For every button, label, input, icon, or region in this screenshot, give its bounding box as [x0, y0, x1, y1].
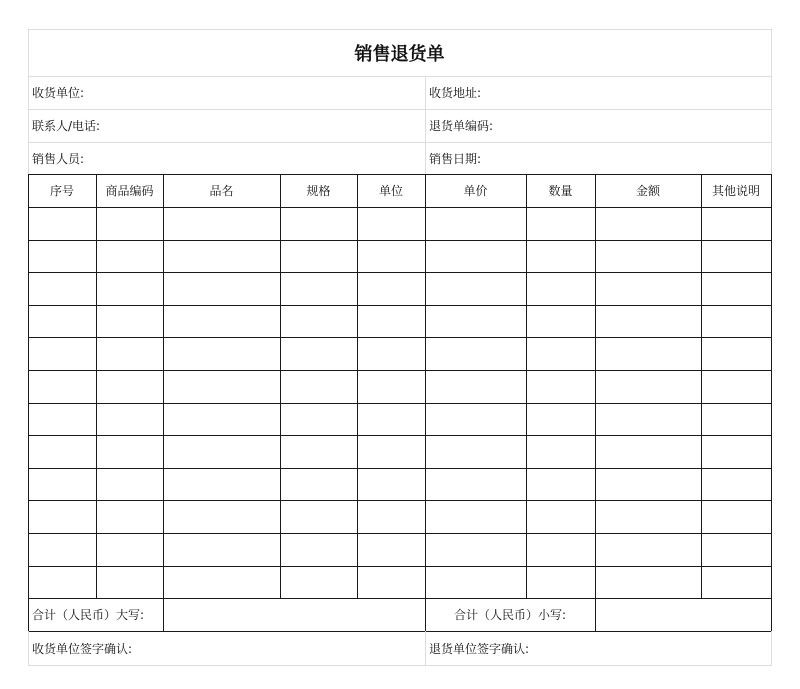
cell-unit-price[interactable]: [425, 468, 526, 501]
cell-remarks[interactable]: [701, 435, 771, 468]
cell-product-name[interactable]: [163, 533, 280, 566]
cell-quantity[interactable]: [526, 500, 595, 533]
cell-product-code[interactable]: [96, 240, 163, 273]
cell-spec[interactable]: [280, 370, 357, 403]
vertical-rule: [771, 631, 772, 665]
cell-spec[interactable]: [280, 468, 357, 501]
cell-product-code[interactable]: [96, 500, 163, 533]
cell-spec[interactable]: [280, 207, 357, 240]
cell-quantity[interactable]: [526, 435, 595, 468]
cell-remarks[interactable]: [701, 533, 771, 566]
cell-remarks[interactable]: [701, 370, 771, 403]
cell-amount[interactable]: [595, 500, 701, 533]
horizontal-rule: [28, 665, 772, 666]
cell-remarks[interactable]: [701, 337, 771, 370]
cell-spec[interactable]: [280, 272, 357, 305]
total-lowercase-label: 合计（人民币）小写:: [453, 608, 567, 623]
receiver-signature-label: 收货单位签字确认:: [32, 641, 133, 656]
cell-index[interactable]: [28, 566, 96, 599]
cell-unit-price[interactable]: [425, 500, 526, 533]
cell-product-code[interactable]: [96, 533, 163, 566]
total-uppercase-value[interactable]: [163, 598, 425, 631]
cell-unit-price[interactable]: [425, 403, 526, 436]
column-header-index: 序号: [49, 184, 74, 198]
cell-quantity[interactable]: [526, 240, 595, 273]
cell-quantity[interactable]: [526, 305, 595, 338]
cell-product-code[interactable]: [96, 435, 163, 468]
column-header-amount: 金额: [635, 184, 660, 198]
salesperson-label: 销售人员:: [32, 151, 85, 166]
cell-product-code[interactable]: [96, 337, 163, 370]
cell-product-name[interactable]: [163, 337, 280, 370]
cell-unit-price[interactable]: [425, 207, 526, 240]
cell-index[interactable]: [28, 337, 96, 370]
cell-unit[interactable]: [357, 272, 425, 305]
cell-unit[interactable]: [357, 533, 425, 566]
cell-amount[interactable]: [595, 435, 701, 468]
column-header-product-name: 品名: [209, 184, 234, 198]
cell-spec[interactable]: [280, 337, 357, 370]
cell-spec[interactable]: [280, 566, 357, 599]
cell-product-name[interactable]: [163, 566, 280, 599]
cell-amount[interactable]: [595, 337, 701, 370]
cell-product-name[interactable]: [163, 207, 280, 240]
cell-product-name[interactable]: [163, 240, 280, 273]
receiver-address-label: 收货地址:: [429, 86, 482, 100]
vertical-rule: [771, 174, 772, 598]
cell-spec[interactable]: [280, 305, 357, 338]
cell-spec[interactable]: [280, 403, 357, 436]
total-lowercase-value[interactable]: [595, 598, 771, 631]
column-header-quantity: 数量: [548, 184, 573, 198]
cell-remarks[interactable]: [701, 240, 771, 273]
cell-product-name[interactable]: [163, 272, 280, 305]
cell-index[interactable]: [28, 468, 96, 501]
cell-unit[interactable]: [357, 500, 425, 533]
column-header-unit-price: 单价: [463, 184, 488, 198]
cell-unit[interactable]: [357, 337, 425, 370]
cell-spec[interactable]: [280, 240, 357, 273]
cell-product-code[interactable]: [96, 305, 163, 338]
cell-quantity[interactable]: [526, 533, 595, 566]
sales-return-form: [28, 29, 771, 665]
cell-index[interactable]: [28, 272, 96, 305]
cell-product-name[interactable]: [163, 500, 280, 533]
cell-unit[interactable]: [357, 240, 425, 273]
sales-date-label: 销售日期:: [429, 151, 482, 166]
cell-quantity[interactable]: [526, 207, 595, 240]
cell-product-name[interactable]: [163, 403, 280, 436]
cell-product-code[interactable]: [96, 207, 163, 240]
cell-product-code[interactable]: [96, 370, 163, 403]
cell-index[interactable]: [28, 305, 96, 338]
cell-quantity[interactable]: [526, 468, 595, 501]
column-header-unit: 单位: [378, 184, 403, 198]
form-title: 销售退货单: [354, 43, 445, 65]
cell-product-name[interactable]: [163, 305, 280, 338]
cell-unit-price[interactable]: [425, 337, 526, 370]
cell-product-code[interactable]: [96, 403, 163, 436]
cell-amount[interactable]: [595, 305, 701, 338]
cell-unit[interactable]: [357, 566, 425, 599]
cell-quantity[interactable]: [526, 566, 595, 599]
receiver-unit-label: 收货单位:: [32, 86, 85, 100]
cell-quantity[interactable]: [526, 370, 595, 403]
cell-index[interactable]: [28, 240, 96, 273]
cell-index[interactable]: [28, 435, 96, 468]
cell-product-name[interactable]: [163, 435, 280, 468]
cell-spec[interactable]: [280, 533, 357, 566]
cell-unit-price[interactable]: [425, 240, 526, 273]
cell-index[interactable]: [28, 207, 96, 240]
cell-remarks[interactable]: [701, 468, 771, 501]
cell-spec[interactable]: [280, 435, 357, 468]
cell-amount[interactable]: [595, 272, 701, 305]
cell-remarks[interactable]: [701, 207, 771, 240]
column-header-product-code: 商品编码: [105, 184, 154, 198]
cell-remarks[interactable]: [701, 305, 771, 338]
cell-product-name[interactable]: [163, 370, 280, 403]
cell-unit[interactable]: [357, 403, 425, 436]
cell-product-code[interactable]: [96, 468, 163, 501]
cell-index[interactable]: [28, 500, 96, 533]
cell-amount[interactable]: [595, 207, 701, 240]
cell-unit-price[interactable]: [425, 370, 526, 403]
cell-index[interactable]: [28, 403, 96, 436]
cell-quantity[interactable]: [526, 403, 595, 436]
column-header-remarks: 其他说明: [711, 184, 760, 198]
total-uppercase-label: 合计（人民币）大写:: [32, 608, 145, 623]
cell-product-name[interactable]: [163, 468, 280, 501]
cell-unit[interactable]: [357, 207, 425, 240]
cell-remarks[interactable]: [701, 403, 771, 436]
cell-unit-price[interactable]: [425, 566, 526, 599]
cell-unit-price[interactable]: [425, 533, 526, 566]
cell-unit[interactable]: [357, 305, 425, 338]
cell-product-code[interactable]: [96, 566, 163, 599]
cell-amount[interactable]: [595, 468, 701, 501]
cell-amount[interactable]: [595, 403, 701, 436]
cell-unit-price[interactable]: [425, 435, 526, 468]
cell-unit-price[interactable]: [425, 305, 526, 338]
cell-quantity[interactable]: [526, 272, 595, 305]
cell-index[interactable]: [28, 533, 96, 566]
cell-amount[interactable]: [595, 370, 701, 403]
contact-phone-label: 联系人/电话:: [32, 119, 101, 133]
cell-spec[interactable]: [280, 500, 357, 533]
column-header-spec: 规格: [306, 184, 331, 198]
cell-unit-price[interactable]: [425, 272, 526, 305]
cell-amount[interactable]: [595, 566, 701, 599]
cell-unit[interactable]: [357, 370, 425, 403]
vertical-rule: [771, 29, 772, 174]
cell-remarks[interactable]: [701, 272, 771, 305]
return-order-code-label: 退货单编码:: [429, 119, 494, 133]
cell-amount[interactable]: [595, 533, 701, 566]
cell-unit[interactable]: [357, 468, 425, 501]
cell-amount[interactable]: [595, 240, 701, 273]
cell-remarks[interactable]: [701, 566, 771, 599]
returner-signature-label: 退货单位签字确认:: [429, 641, 530, 656]
vertical-rule: [771, 598, 772, 631]
cell-index[interactable]: [28, 370, 96, 403]
cell-product-code[interactable]: [96, 272, 163, 305]
cell-quantity[interactable]: [526, 337, 595, 370]
cell-remarks[interactable]: [701, 500, 771, 533]
cell-unit[interactable]: [357, 435, 425, 468]
